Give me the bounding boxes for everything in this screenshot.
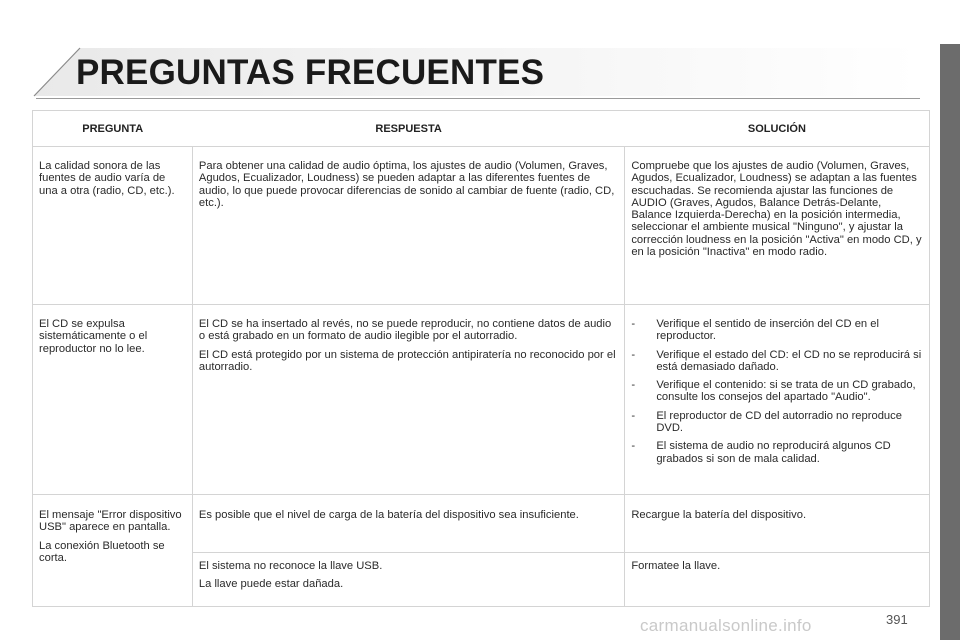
watermark: carmanualsonline.info	[640, 616, 812, 635]
table-row	[33, 305, 930, 495]
question-text: La conexión Bluetooth se corta.	[39, 539, 165, 564]
solution-text: Recargue la batería del dispositivo.	[631, 509, 807, 521]
answer-cell	[192, 147, 624, 305]
answer-text: El CD se ha insertado al revés, no se puede reproducir, no contiene datos de audio o está grabado en un formato de audio ilegible por el autorradio.	[198, 318, 612, 343]
header-answer: RESPUESTA	[192, 111, 624, 147]
answer-text: El sistema no reconoce la llave USB.	[198, 560, 383, 572]
list-item	[631, 440, 923, 465]
list-item-text: Verifique el contenido: si se trata de un CD grabado, consulte los consejos del apartado "Audio".	[656, 379, 916, 404]
header-question: PREGUNTA	[33, 111, 193, 147]
solution-cell	[625, 553, 930, 607]
table-row	[33, 495, 930, 553]
list-item	[631, 318, 923, 343]
list-item-text: Verifique el estado del CD: el CD no se reproducirá si está demasiado dañado.	[656, 348, 922, 373]
answer-cell	[192, 553, 624, 607]
solution-text: Formatee la llave.	[631, 560, 721, 572]
answer-text: El CD está protegido por un sistema de protección antipiratería no reconocido por el autorradio.	[198, 348, 616, 373]
question-cell	[33, 147, 193, 305]
list-item-text: Verifique el sentido de inserción del CD en el reproductor.	[656, 318, 879, 343]
list-item-text: El reproductor de CD del autorradio no reproduce DVD.	[656, 409, 902, 435]
list-item	[631, 349, 923, 374]
list-item	[631, 410, 923, 435]
list-item	[631, 379, 923, 404]
page-title: PREGUNTAS FRECUENTES	[76, 53, 545, 92]
question-text: El CD se expulsa sistemáticamente o el reproductor no lo lee.	[39, 318, 148, 355]
solution-list	[631, 318, 923, 465]
list-dash: -	[631, 348, 636, 361]
question-cell	[33, 305, 193, 495]
solution-cell	[625, 147, 930, 305]
list-dash: -	[631, 318, 636, 330]
question-text: El mensaje "Error dispositivo USB" aparece en pantalla.	[39, 509, 182, 534]
list-dash: -	[631, 379, 636, 392]
answer-cell	[192, 495, 624, 553]
answer-cell	[192, 305, 624, 495]
table-row	[33, 147, 930, 305]
question-cell	[33, 495, 193, 607]
solution-text: Compruebe que los ajustes de audio (Volumen, Graves, Agudos, Ecualizador, Loudness) se adaptan a las fuentes escuchadas. Se recomienda ajustar las funciones de AUDIO (Graves, Agudos, Balance Detrás-Delante, Balance Izquierda-Derecha) en la posición intermedia, seleccionar el ambiente musical "Ninguno", y ajustar la corrección loudness en la posición "Activa" en modo CD, y en la posición "Inactiva" en modo radio.	[631, 160, 922, 259]
solution-cell	[625, 495, 930, 553]
side-tab-strip	[940, 44, 960, 640]
header-solution: SOLUCIÓN	[625, 111, 930, 147]
answer-text: Es posible que el nivel de carga de la batería del dispositivo sea insuficiente.	[198, 509, 579, 521]
faq-table	[32, 110, 930, 607]
question-text: La calidad sonora de las fuentes de audio varía de una a otra (radio, CD, etc.).	[39, 160, 175, 197]
answer-text: Para obtener una calidad de audio óptima, los ajustes de audio (Volumen, Graves, Agudos, Ecualizador, Loudness) se pueden adaptar a las diferentes fuentes de audio, lo que puede provocar diferencias de sonido al cambiar de fuente (radio, CD, etc.).	[198, 160, 615, 209]
list-dash: -	[631, 409, 636, 422]
list-dash: -	[631, 440, 636, 453]
solution-cell	[625, 305, 930, 495]
answer-text: La llave puede estar dañada.	[198, 578, 344, 591]
table-header-row	[33, 111, 930, 147]
list-item-text: El sistema de audio no reproducirá algunos CD grabados si son de mala calidad.	[656, 440, 891, 465]
page-number: 391	[886, 612, 908, 627]
header-rule	[36, 98, 920, 99]
